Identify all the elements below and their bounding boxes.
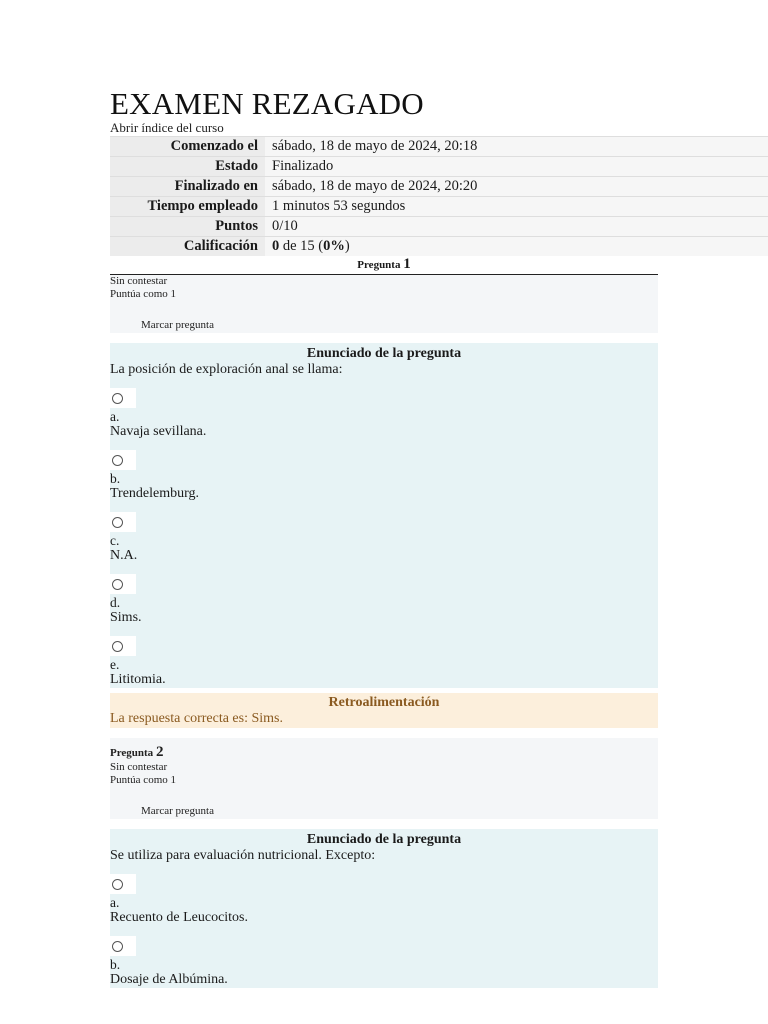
answer-radio[interactable] — [112, 455, 123, 466]
answer-letter: d. — [110, 595, 121, 610]
course-index-link[interactable]: Abrir índice del curso — [110, 120, 224, 135]
question-status: Sin contestar — [110, 761, 168, 773]
answer-radio[interactable] — [112, 879, 123, 890]
grade-close: ) — [344, 238, 350, 254]
answer-radio[interactable] — [112, 579, 123, 590]
question-number — [110, 256, 658, 275]
answer-letter: b. — [110, 957, 121, 972]
summary-value: 1 minutos 53 segundos — [265, 197, 768, 217]
flag-question-button[interactable]: Marcar pregunta — [141, 805, 214, 817]
summary-label: Finalizado en — [110, 177, 265, 197]
summary-value: sábado, 18 de mayo de 2024, 20:20 — [265, 177, 768, 197]
answer-letter: a. — [110, 409, 120, 424]
page-title: EXAMEN REZAGADO — [110, 86, 424, 121]
summary-value: sábado, 18 de mayo de 2024, 20:18 — [265, 137, 768, 157]
summary-row — [110, 157, 768, 177]
question-points: Puntúa como 1 — [110, 288, 176, 300]
summary-label: Tiempo empleado — [110, 197, 265, 217]
radio-container — [110, 388, 136, 408]
question-points: Puntúa como 1 — [110, 774, 176, 786]
question-feedback — [110, 693, 658, 728]
answer-option — [110, 450, 658, 502]
summary-row — [110, 217, 768, 237]
answer-label[interactable]: N.A. — [110, 548, 138, 563]
summary-row — [110, 197, 768, 217]
answer-label[interactable]: Trendelemburg. — [110, 486, 200, 501]
summary-label: Puntos — [110, 217, 265, 237]
answer-label[interactable]: Sims. — [110, 610, 142, 625]
question-formulation — [110, 829, 658, 988]
answer-label[interactable]: Recuento de Leucocitos. — [110, 910, 249, 925]
summary-label: Estado — [110, 157, 265, 177]
attempt-summary-table — [110, 136, 768, 256]
answer-radio[interactable] — [112, 393, 123, 404]
answer-radio[interactable] — [112, 517, 123, 528]
formulation-heading: Enunciado de la pregunta — [306, 832, 462, 847]
question-label: Pregunta — [357, 259, 401, 271]
feedback-text: La respuesta correcta es: Sims. — [110, 711, 283, 726]
grade-of: de 15 ( — [279, 238, 324, 254]
answer-option — [110, 574, 658, 626]
radio-container — [110, 574, 136, 594]
answer-option — [110, 936, 658, 988]
question-formulation — [110, 343, 658, 688]
answer-label[interactable]: Lititomia. — [110, 672, 166, 687]
radio-container — [110, 874, 136, 894]
answer-radio[interactable] — [112, 641, 123, 652]
summary-row — [110, 237, 768, 257]
radio-container — [110, 450, 136, 470]
question-1 — [110, 256, 658, 728]
answer-option — [110, 388, 658, 440]
radio-container — [110, 512, 136, 532]
grade-score: 0 — [272, 238, 280, 254]
question-number — [110, 738, 658, 761]
answer-label[interactable]: Dosaje de Albúmina. — [110, 972, 228, 987]
flag-question-button[interactable]: Marcar pregunta — [141, 319, 214, 331]
question-text: Se utiliza para evaluación nutricional. Excepto: — [110, 848, 376, 863]
radio-container — [110, 636, 136, 656]
radio-container — [110, 936, 136, 956]
summary-grade-value — [265, 237, 768, 257]
summary-value: Finalizado — [265, 157, 768, 177]
answer-option — [110, 512, 658, 564]
summary-label: Calificación — [110, 237, 265, 257]
question-number-value: 1 — [403, 256, 411, 272]
question-label: Pregunta — [110, 747, 154, 759]
question-status: Sin contestar — [110, 275, 168, 287]
summary-row — [110, 137, 768, 157]
feedback-heading: Retroalimentación — [328, 695, 440, 710]
summary-label: Comenzado el — [110, 137, 265, 157]
summary-value: 0/10 — [265, 217, 768, 237]
answer-option — [110, 636, 658, 688]
grade-percent: 0% — [323, 238, 345, 254]
question-number-value: 2 — [155, 744, 164, 760]
formulation-heading: Enunciado de la pregunta — [306, 346, 462, 361]
question-info — [110, 738, 658, 819]
answer-letter: a. — [110, 895, 120, 910]
question-info — [110, 275, 658, 333]
answer-label[interactable]: Navaja sevillana. — [110, 424, 207, 439]
answer-letter: b. — [110, 471, 121, 486]
summary-row — [110, 177, 768, 197]
answer-letter: e. — [110, 657, 120, 672]
answer-radio[interactable] — [112, 941, 123, 952]
answer-letter: c. — [110, 533, 120, 548]
question-text: La posición de exploración anal se llama: — [110, 362, 343, 377]
question-2 — [110, 738, 658, 988]
answer-option — [110, 874, 658, 926]
quiz-review-page — [110, 86, 658, 988]
